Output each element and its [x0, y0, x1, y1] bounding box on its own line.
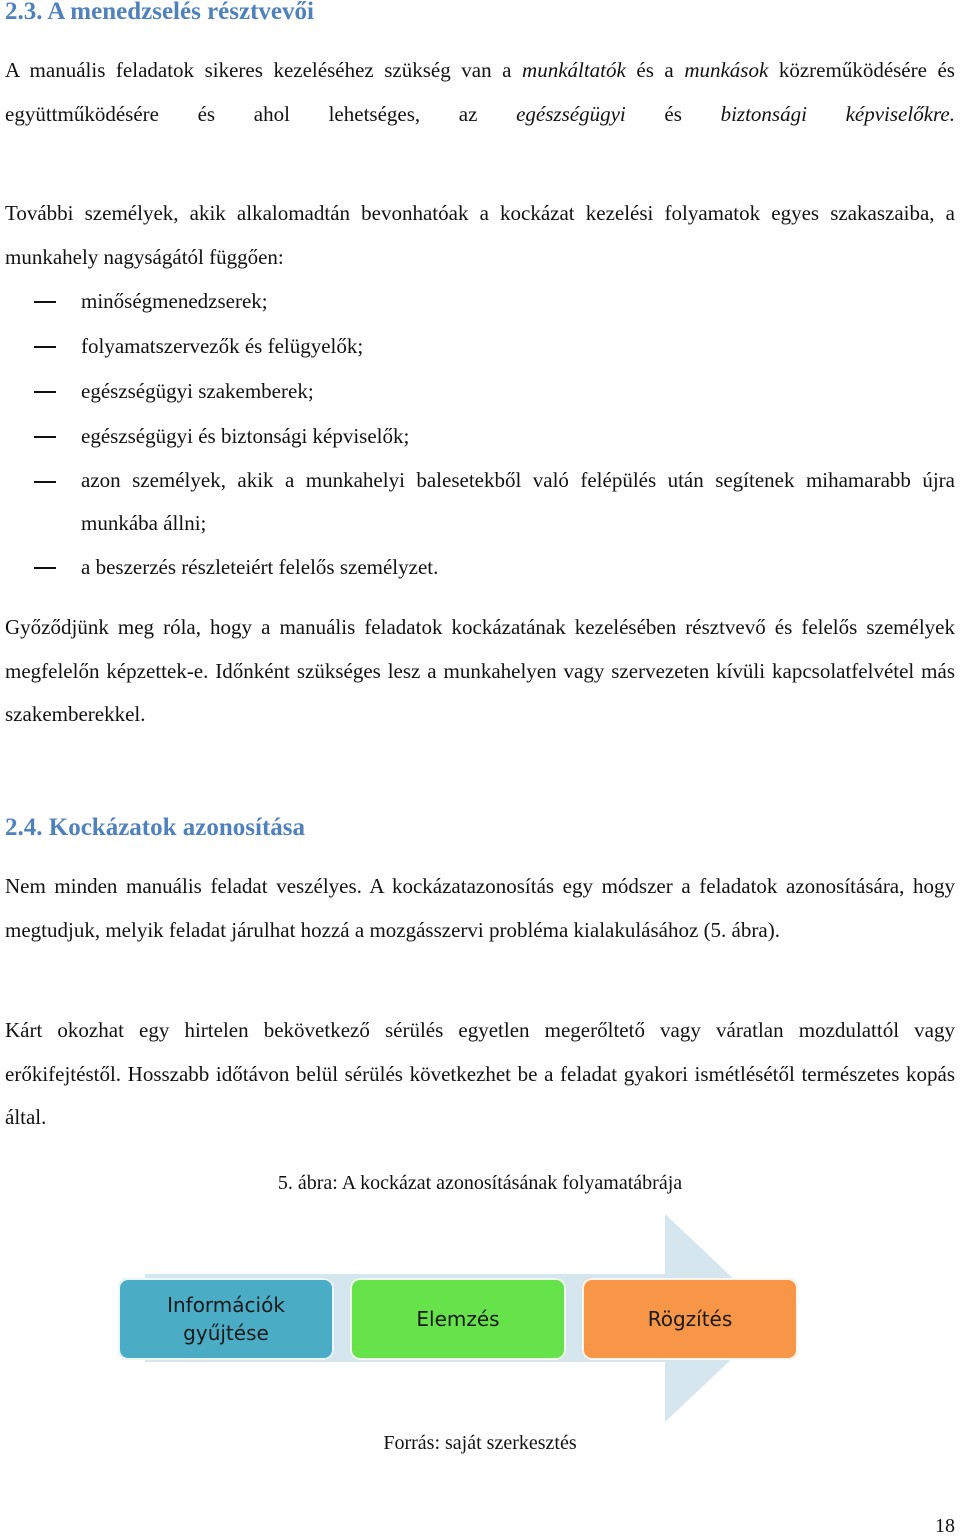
figure-source: Forrás: saját szerkesztés [383, 1432, 577, 1454]
step-box-analysis: Elemzés [350, 1278, 566, 1360]
paragraph-additional-persons: További személyek, akik alkalomadtán bevonhatóak a kockázat kezelési folyamatok egyes szakaszaiba, a munkahely nagyságától függően: [5, 201, 955, 269]
section-heading-2-4: 2.4. Kockázatok azonosítása [5, 814, 305, 841]
italic-representatives: biztonsági képviselőkre. [720, 101, 955, 126]
list-item: azon személyek, akik a munkahelyi balesetekből való felépülés után segítenek mihamarabb újra munkába állni; [0, 459, 955, 545]
list-item: minőségmenedzserek; [0, 279, 955, 324]
section-heading-2-3: 2.3. A menedzselés résztvevői [5, 0, 314, 25]
step-box-information-gathering: Információk gyűjtése [118, 1278, 334, 1360]
dash-bullet-icon [34, 436, 56, 438]
paragraph-injury-causes: Kárt okozhat egy hirtelen bekövetkező sérülés egyetlen megerőltető vagy váratlan mozdulattól vagy erőkifejtéstől. Hosszabb időtávon belül sérülés következhet be a feladat gyakori ismétlésétől természetes kopás által. [5, 1018, 955, 1129]
list-item: a beszerzés részleteiért felelős személyzet. [0, 545, 955, 590]
italic-workers: munkások [684, 58, 769, 82]
dash-bullet-icon [34, 567, 56, 569]
dash-bullet-icon [34, 481, 56, 483]
list-item: egészségügyi és biztonsági képviselők; [0, 414, 955, 459]
step-box-recording: Rögzítés [582, 1278, 798, 1360]
italic-health: egészségügyi [516, 101, 626, 126]
italic-employers: munkáltatók [522, 58, 626, 82]
persons-list [0, 279, 960, 590]
paragraph-participants-intro: A manuális feladatok sikeres kezeléséhez szükség van a munkáltatók és a munkások közreműködésére és együttműködésére és ahol lehetséges, az egészségügyi és biztonsági képviselőkre. [5, 58, 955, 126]
list-item: folyamatszervezők és felügyelők; [0, 324, 955, 369]
list-item: egészségügyi szakemberek; [0, 369, 955, 414]
figure-caption: 5. ábra: A kockázat azonosításának folyamatábrája [277, 1172, 683, 1194]
dash-bullet-icon [34, 346, 56, 348]
dash-bullet-icon [34, 301, 56, 303]
paragraph-training: Győződjünk meg róla, hogy a manuális feladatok kockázatának kezelésében résztvevő és felelős személyek megfelelőn képzettek-e. Időnként szükséges lesz a munkahelyen vagy szervezeten kívüli kapcsolatfelvétel más szakemberekkel. [5, 615, 955, 726]
page-number: 18 [935, 1515, 955, 1537]
process-flow-diagram [0, 1210, 960, 1430]
paragraph-risk-identification: Nem minden manuális feladat veszélyes. A kockázatazonosítás egy módszer a feladatok azonosítására, hogy megtudjuk, melyik feladat járulhat hozzá a mozgásszervi probléma kialakulásához (5. ábra). [5, 874, 955, 942]
dash-bullet-icon [34, 391, 56, 393]
